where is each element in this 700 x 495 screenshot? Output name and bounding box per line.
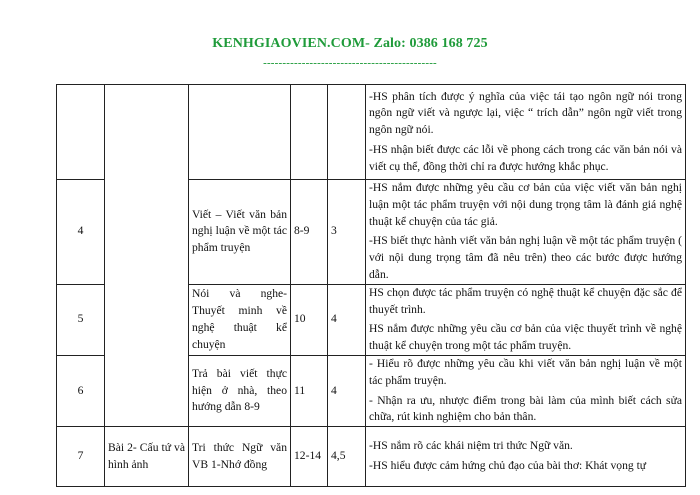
requirement-item: -HS hiểu được cảm hứng chủ đạo của bài thơ: Khát vọng tự xyxy=(369,459,647,473)
row-number: 5 xyxy=(57,284,105,355)
row-number xyxy=(57,85,105,180)
periods-cell xyxy=(291,85,328,180)
page-header xyxy=(0,36,700,69)
curriculum-table xyxy=(56,84,686,487)
lesson-cell: Bài 2- Cấu tứ và hình ảnh xyxy=(105,427,189,487)
requirement-item: -HS phân tích được ý nghĩa của việc tái tạo ngôn ngữ nói trong ngôn ngữ viết và ngược lại, việc “ trích dẫn” ngôn ngữ viết trong ngôn ngữ nói. xyxy=(369,89,682,137)
table-row xyxy=(57,85,686,180)
content-cell: Trả bài viết thực hiện ở nhà, theo hướng dẫn 8-9 xyxy=(189,355,291,426)
requirement-item: -HS nhận biết được các lỗi về phong cách trong các văn bản nói và viết cụ thể, đồng thời chỉ ra được hướng khắc phục. xyxy=(369,142,682,173)
hours-cell xyxy=(328,85,366,180)
periods-cell: 11 xyxy=(291,355,328,426)
header-divider: --------------------------------------------- xyxy=(263,57,437,69)
requirement-item: -HS nắm được những yêu cầu cơ bản của việc viết văn bản nghị luận một tác phẩm truyện với nội dung trọng tâm là đánh giá nghệ thuật kể chuyện của tác giả. xyxy=(369,181,682,228)
requirement-item: HS nắm được những yêu cầu cơ bản của việc thuyết trình về nghệ thuật kể chuyện trong một tác phẩm truyện. xyxy=(369,322,682,353)
requirements-cell xyxy=(366,355,686,426)
requirement-item: - Hiểu rõ được những yêu cầu khi viết văn bản nghị luận về một tác phẩm truyện. xyxy=(369,356,682,387)
hours-cell: 4,5 xyxy=(328,427,366,487)
hours-cell: 3 xyxy=(328,180,366,285)
requirements-cell xyxy=(366,284,686,355)
periods-cell: 12-14 xyxy=(291,427,328,487)
site-title: KENHGIAOVIEN.COM- Zalo: 0386 168 725 xyxy=(212,36,488,51)
periods-cell: 10 xyxy=(291,284,328,355)
hours-cell: 4 xyxy=(328,284,366,355)
content-cell: Viết – Viết văn bản nghị luận về một tác phẩm truyện xyxy=(189,180,291,285)
row-number: 6 xyxy=(57,355,105,426)
requirement-item: -HS biết thực hành viết văn bản nghị luận về một tác phẩm truyện ( với nội dung trọng tâm đã nêu trên) theo các bước được hướng dẫn. xyxy=(369,234,682,281)
requirements-cell xyxy=(366,85,686,180)
content-cell: Tri thức Ngữ văn VB 1-Nhớ đồng xyxy=(189,427,291,487)
row-number: 4 xyxy=(57,180,105,285)
requirements-cell xyxy=(366,180,686,285)
content-cell: Nói và nghe- Thuyết minh về nghệ thuật kể chuyện xyxy=(189,284,291,355)
requirements-cell xyxy=(366,427,686,487)
requirement-item: HS chọn được tác phẩm truyện có nghệ thuật kể chuyện đặc sắc để thuyết trình. xyxy=(369,285,682,316)
lesson-cell xyxy=(105,85,189,427)
requirement-item: - Nhận ra ưu, nhược điểm trong bài làm của mình biết cách sửa chữa, rút kinh nghiệm cho bản thân. xyxy=(369,393,682,424)
requirement-item: -HS nắm rõ các khái niệm tri thức Ngữ văn. xyxy=(369,439,573,453)
periods-cell: 8-9 xyxy=(291,180,328,285)
row-number: 7 xyxy=(57,427,105,487)
hours-cell: 4 xyxy=(328,355,366,426)
table-row xyxy=(57,427,686,487)
content-cell xyxy=(189,85,291,180)
